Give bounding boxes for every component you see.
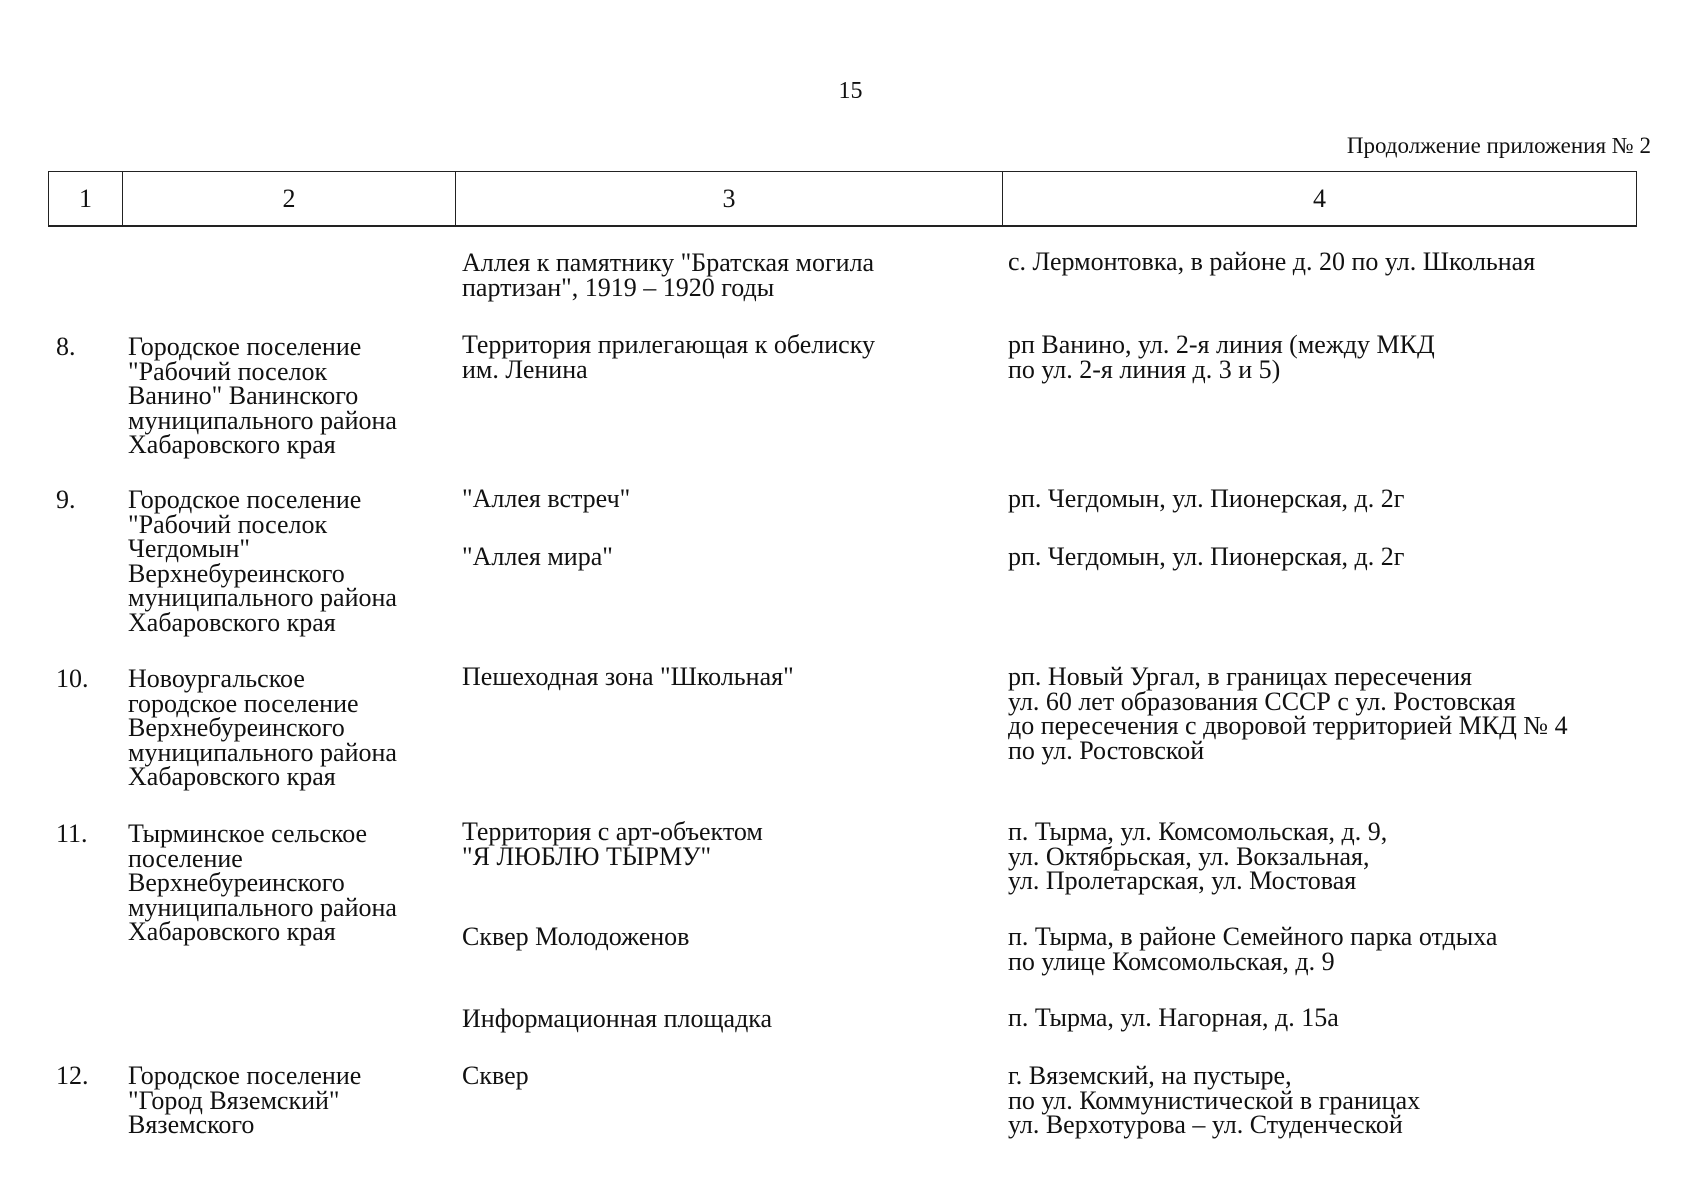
column-header-1: 1: [49, 172, 123, 225]
row-number: 9.: [56, 485, 76, 514]
object-address: п. Тырма, в районе Семейного парка отдыха по улице Комсомольская, д. 9: [1008, 922, 1498, 976]
object-address: с. Лермонтовка, в районе д. 20 по ул. Школьная: [1008, 247, 1536, 276]
settlement-name: Тырминское сельское поселение Верхнебуреинского муниципального района Хабаровского края: [128, 819, 397, 946]
settlement-name: Новоургальское городское поселение Верхнебуреинского муниципального района Хабаровского края: [128, 664, 397, 791]
object-name: Информационная площадка: [462, 1004, 773, 1033]
row-number: 10.: [56, 664, 89, 693]
object-address: рп Ванино, ул. 2-я линия (между МКД по ул. 2-я линия д. 3 и 5): [1008, 330, 1435, 384]
settlement-name: Городское поселение "Город Вяземский" Вяземского: [128, 1061, 362, 1139]
object-name: Территория с арт-объектом "Я ЛЮБЛЮ ТЫРМУ": [462, 817, 763, 871]
object-address: п. Тырма, ул. Нагорная, д. 15а: [1008, 1003, 1339, 1032]
column-header-2: 2: [123, 172, 456, 225]
settlement-name: Городское поселение "Рабочий поселок Ванино" Ванинского муниципального района Хабаровского края: [128, 332, 397, 459]
object-address: рп. Новый Ургал, в границах пересечения ул. 60 лет образования СССР с ул. Ростовская до пересечения с дворовой территорией МКД № 4 по ул. Ростовской: [1008, 662, 1568, 765]
object-address: рп. Чегдомын, ул. Пионерская, д. 2г: [1008, 542, 1405, 571]
page-number: 15: [838, 78, 863, 104]
object-address: п. Тырма, ул. Комсомольская, д. 9, ул. Октябрьская, ул. Вокзальная, ул. Пролетарская, ул. Мостовая: [1008, 817, 1388, 895]
column-header-3: 3: [456, 172, 1003, 225]
object-name: "Аллея мира": [462, 542, 613, 571]
object-name: Сквер: [462, 1061, 529, 1090]
object-name: Территория прилегающая к обелиску им. Ленина: [462, 330, 875, 384]
object-name: Аллея к памятнику "Братская могила партизан", 1919 – 1920 годы: [462, 248, 875, 302]
object-name: "Аллея встреч": [462, 484, 631, 513]
object-address: рп. Чегдомын, ул. Пионерская, д. 2г: [1008, 484, 1405, 513]
row-number: 12.: [56, 1061, 89, 1090]
row-number: 8.: [56, 332, 76, 361]
object-name: Сквер Молодоженов: [462, 922, 690, 951]
column-header-4: 4: [1313, 183, 1326, 213]
continuation-note: Продолжение приложения № 2: [1346, 133, 1651, 158]
row-number: 11.: [56, 819, 88, 848]
settlement-name: Городское поселение "Рабочий поселок Чегдомын" Верхнебуреинского муниципального района Хабаровского края: [128, 485, 397, 637]
object-address: г. Вяземский, на пустыре, по ул. Коммунистической в границах ул. Верхотурова – ул. Студенческой: [1008, 1061, 1421, 1139]
object-name: Пешеходная зона "Школьная": [462, 662, 794, 691]
